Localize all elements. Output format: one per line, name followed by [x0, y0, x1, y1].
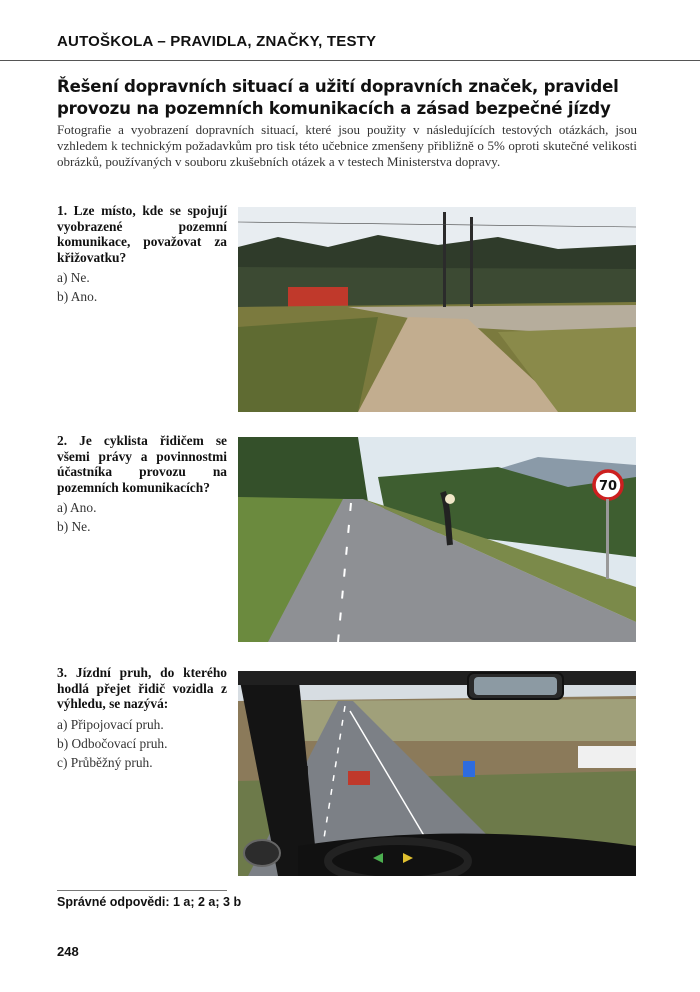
- answers-divider: [57, 890, 227, 891]
- question-3-answer-a[interactable]: a) Připojovací pruh.: [57, 716, 164, 732]
- question-1-text: 1. Lze místo, kde se spojují vyobrazené pozemní komunikace, považovat za křižovatku?: [57, 203, 227, 265]
- question-2-text: 2. Je cyklista řidičem se všemi právy a povinnostmi účastníka provozu na pozemních komunikacích?: [57, 433, 227, 495]
- question-3-answer-c[interactable]: c) Průběžný pruh.: [57, 754, 153, 770]
- section-title: [57, 76, 647, 120]
- question-1: [57, 203, 227, 306]
- question-1-photo: [238, 207, 636, 412]
- question-2-answer-b[interactable]: b) Ne.: [57, 519, 91, 535]
- header-divider: [0, 60, 700, 61]
- page-number: 248: [57, 944, 79, 959]
- speed-limit-value: 70: [598, 479, 618, 494]
- question-2-photo: [238, 437, 636, 642]
- question-2: [57, 433, 227, 536]
- section-title-line1: Řešení dopravních situací a užití dopravních značek, pravidel: [57, 77, 619, 96]
- question-3-photo: [238, 671, 636, 876]
- question-3-text: 3. Jízdní pruh, do kterého hodlá přejet řidič vozidla z výhledu, se nazývá:: [57, 665, 227, 712]
- question-1-answer-b[interactable]: b) Ano.: [57, 289, 98, 305]
- intro-paragraph: Fotografie a vyobrazení dopravních situací, které jsou použity v následujících testových otázkách, jsou vzhledem k technickým požadavkům pro tisk této učebnice zmenšeny přibližně o 5% oproti skutečné velikosti obrázků, používaných v souboru zkušebních otázek a v testech Ministerstva dopravy.: [57, 122, 637, 169]
- running-header: [0, 0, 700, 62]
- header-title: AUTOŠKOLA – PRAVIDLA, ZNAČKY, TESTY: [57, 33, 377, 50]
- correct-answers: Správné odpovědi: 1 a; 2 a; 3 b: [57, 895, 242, 909]
- question-3-answer-b[interactable]: b) Odbočovací pruh.: [57, 735, 168, 751]
- question-3: [57, 665, 227, 772]
- question-1-answer-a[interactable]: a) Ne.: [57, 270, 90, 286]
- section-title-line2: provozu na pozemních komunikacích a zásad bezpečné jízdy: [57, 99, 611, 118]
- question-2-answer-a[interactable]: a) Ano.: [57, 500, 97, 516]
